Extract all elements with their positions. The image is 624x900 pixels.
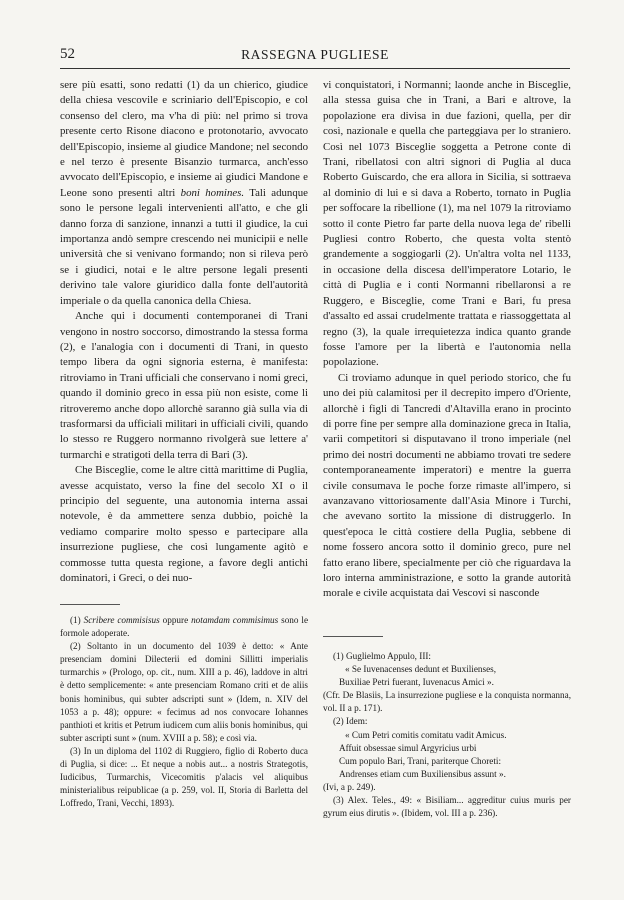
right-footnote-2-verse-4: Andrenses etiam cum Buxiliensibus assunt ». [339,768,506,779]
left-footnotes [60,614,308,810]
left-paragraph-1: sere più esatti, sono redatti (1) da un chierico, giudice della chiesa vescovile e scriniario dell'Episcopio, e col consenso del clero, ma v'ha di più: nel primo si trova presente certo Risone diacono e protonotario, avvocato dell'Episcopio, insieme al giudice Mandone; nel secondo e nel terzo è presente Bisanzio turmarca, anch'esso avvocato dell'Episcopio, e insieme ai giudici Mandone e Leone sono presenti altri boni homines. Tali adunque sono le persone legali intervenienti all'atto, e che gli danno forza di sanzione, innanzi a tutti il giudice, la cui importanza andò sempre crescendo nei municipii e nelle università che si venivano formando; non si rileva però se i giudici, notai e le altre persone legali presenti derivino tale valore giuridico dalla fonte dell'autorità imperiale o da quella canonica della Chiesa. [60,79,308,307]
right-column [323,78,571,602]
right-footnote-1-verse-1: « Se Iuvenacenses dedunt et Buxilienses, [345,664,497,675]
running-title: RASSEGNA PUGLIESE [241,47,389,62]
right-footnote-1-head: (1) Guglielmo Appulo, III: [333,651,431,661]
right-footnotes [323,650,571,820]
left-footnote-1: (1) Scribere commisisus oppure notamdam commisimus sono le formole adoperate. [60,615,309,639]
running-header [60,46,570,64]
left-paragraph-3: Che Bisceglie, come le altre città marittime di Puglia, avesse acquistato, verso la fine del secolo XI o il principio del seguente, una autonomia interna assai notevole, è da ammettere senza dubbio, poichè la vediamo comparire molto spesso e partecipare alla insurrezione pugliese, che così lungamente agitò e commosse tutta questa regione, a favore degli antichi dominatori, i Greci, o dei nuo- [60,464,308,584]
right-footnote-2-verse-2: Affuit obsessae simul Argyricius urbi [339,742,477,753]
right-footnote-2-head: (2) Idem: [333,716,368,727]
left-footnote-3: (3) In un diploma del 1102 di Ruggiero, figlio di Roberto duca di Puglia, si dice: ... Et neque a nobis aut... a nostris Strategotis, Iudicibus, Turmarchis, Vicecomitis p'alacis vel aliquibus ministerialibus reipublicae (a p. 259, vol. II, Storia di Barletta del Loffredo, Trani, Vecchi, 1893). [60,745,308,809]
right-footnote-1-citation: (Cfr. De Blasiis, La insurrezione pugliese e la conquista normanna, vol. II a p. 171). [323,690,571,714]
header-rule [60,68,570,69]
right-footnote-3: (3) Alex. Teles., 49: « Bisiliam... aggreditur cuius muris per gyrum eius dirutis ». (Ibidem, vol. III a p. 236). [323,795,571,819]
right-paragraph-2: Ci troviamo adunque in quel periodo storico, che fu uno dei più calamitosi per il decrepito impero d'Oriente, allorchè i figli di Tancredi d'Altavilla erano in procinto di porre fine per sempre alla dominazione greca in Italia, varii competitori si disputavano il trono imperiale (nel primo dei nostri documenti ne abbiamo trovati tre sedere contemporaneamente imperatori) e mentre la guerra civile consumava le poche forze rimaste all'impero, si avanzavano vittoriosamente dall'Asia Minore i Turchi, che avevano sortito la missione di distruggerlo. In quest'epoca le città costiere della Puglia, sebbene di nome fossero ancora sotto il dominio greco, pure nel fatto erano libere, specialmente per ciò che riguardava la loro interna amministrazione, e sotto la grande autorità morale e civile acquistata dai Vescovi si nasconde [323,371,571,600]
page-number: 52 [60,46,75,62]
left-column [60,78,308,586]
left-footnote-2: (2) Soltanto in un documento del 1039 è detto: « Ante presenciam domini Dilecterii ed domini Sillitti imperialis turmarchis » (Prologo, op. cit., num. XIII a p. 46), laddove in altri è detto semplicemente: « ante presenciam Romano criti et de aliis bonis hominibus, qui subter adscripti sunt » (Idem, n. XIV del 1053 a p. 48); oppure: « fecimus ad nos convocare Iohannes panthioti et kritis et Petrum iudicem cum aliis bonis hominibus, qui subter ascripti sunt » (num. XVIII a p. 58); e così via. [60,641,308,743]
right-footnote-2-citation: (Ivi, a p. 249). [323,781,376,792]
right-paragraph-1: vi conquistatori, i Normanni; laonde anche in Bisceglie, alla stessa guisa che in Trani, a Bari e altrove, la popolazione era divisa in due fazioni, quella, per dir così, nazionale e quella che parteggiava per lo straniero. Così nel 1073 Bisceglie soggetta a Petrone conte di Trani, ribellatosi con altri signori di Puglia al duca Roberto Guiscardo, che era allora in Sicilia, si sottraeva al dominio di lui e si dava a Roberto, tornato in Puglia per soffocare la ribellione (1), ma nel 1079 la ritroviamo sotto il conte Pietro far parte della nuova lega de' ribelli Pugliesi contro Roberto, che questa volta stentò grandemente a soggiogarli (2). Un'altra volta nel 1133, in occasione della discesa dell'imperatore Lotario, le città di Puglia e i conti Normanni ribellaronsi a re Ruggero, e Bisceglie, come Trani e Bari, fu presa d'assalto ed assai crudelmente trattata e riassoggettata al regno (3), la quale irrequietezza indica quanto grande fosse l'amore per la libertà e l'autonomia nella popolazione. [323,79,571,369]
right-footnote-2-verse-3: Cum populo Bari, Trani, pariterque Choreti: [339,755,502,766]
right-footnote-rule [323,636,383,637]
left-footnote-rule [60,604,120,605]
right-footnote-1-verse-2: Buxiliae Petri fuerant, Iuvenacus Amici ». [339,677,494,688]
left-paragraph-2: Anche qui i documenti contemporanei di Trani vengono in nostro soccorso, dimostrando la stessa forma (2), e l'analogia con i documenti di Trani, in questo tempo libera da ogni signoria esterna, è manifesta: ritroviamo in Trani ufficiali che conservano i nomi greci, quando il dominio greco in essa più non esiste, come li ritroveremo anche dopo allorchè saranno già sulla via di trasformarsi da ufficiali militari in ufficiali civili, quando lo stesso re Ruggero normanno rivolgerà sue lettere a' turmarchi e stratigoti della terra di Bari (3). [60,310,308,461]
right-footnote-2-verse-1: « Cum Petri comitis comitatu vadit Amicus. [345,729,507,740]
